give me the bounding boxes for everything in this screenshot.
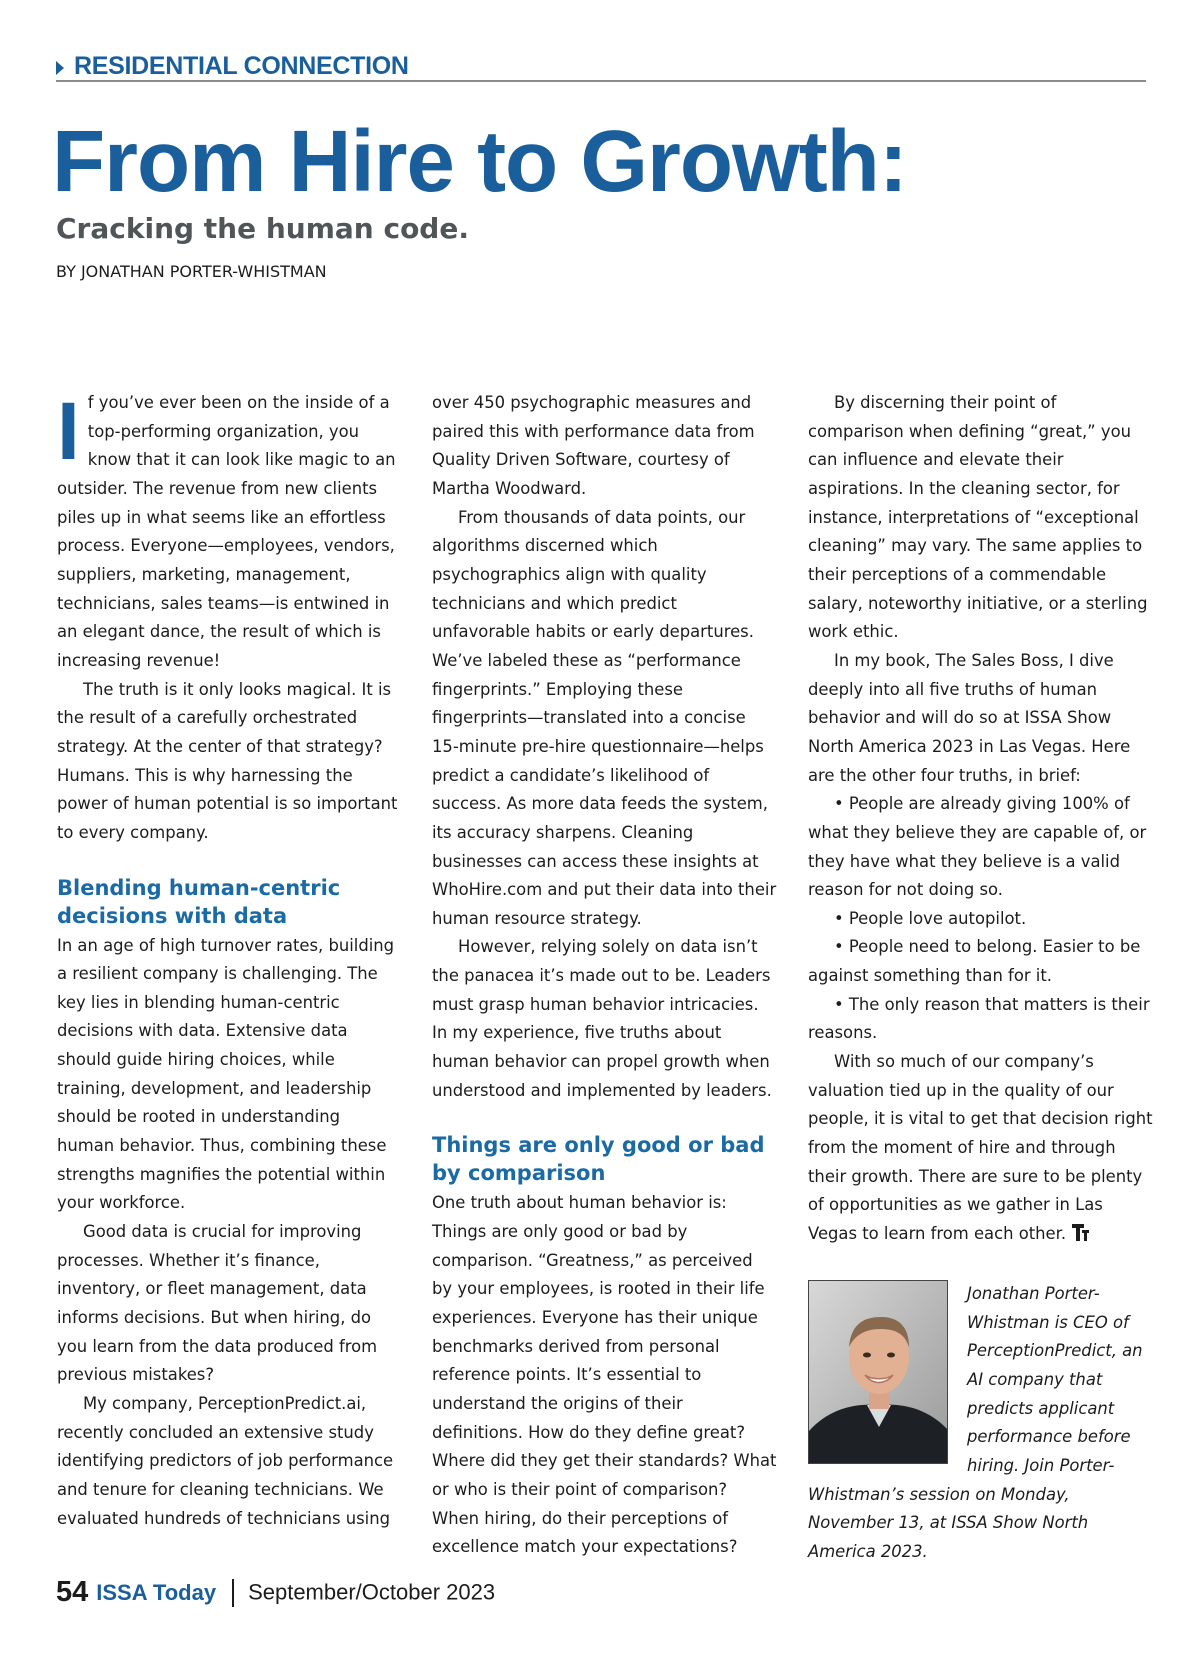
paragraph: However, relying solely on data isn’t the panacea it’s made out to be. Leaders must grasp human behavior intricacies. In my experience, five truths about human behavior can propel growth when understood and implemented by leaders.: [432, 937, 772, 1100]
article-headline: From Hire to Growth:: [52, 113, 907, 210]
paragraph: In my book, The Sales Boss, I dive deeply into all five truths of human behavior and will do so at ISSA Show North America 2023 in Las Vegas. Here are the other four truths, in brief:: [808, 650, 1131, 785]
paragraph: In an age of high turnover rates, building a resilient company is challenging. The key lies in blending human-centric decisions with data. Extensive data should guide hiring choices, while training, development, and leadership should be rooted in understanding human behavior. Thus, combining these strengths magnifies the potential within your workforce.: [57, 935, 395, 1213]
paragraph: With so much of our company’s valuation tied up in the quality of our people, it is vital to get that decision right from the moment of hire and through their growth. There are sure to be plenty of opportunities as we gather in Las Vegas to learn from each other.: [808, 1052, 1153, 1244]
issue-date: September/October 2023: [248, 1579, 496, 1605]
article-byline: BY JONATHAN PORTER-WHISTMAN: [56, 262, 327, 281]
section-label-text: RESIDENTIAL CONNECTION: [74, 52, 409, 80]
bullet-item: • People love autopilot.: [834, 908, 1027, 928]
author-photo: [808, 1280, 948, 1464]
page-number: 54: [56, 1576, 89, 1608]
article-subhead: Cracking the human code.: [56, 212, 469, 245]
paragraph: Good data is crucial for improving processes. Whether it’s finance, inventory, or fleet management, data informs decisions. But when hiring, do you learn from the data produced from previous mistakes?: [57, 1222, 378, 1385]
bullet-item: • People need to belong. Easier to be against something than for it.: [808, 937, 1141, 986]
page-footer: [56, 1576, 495, 1616]
author-portrait-image: [809, 1281, 948, 1464]
paragraph: If you’ve ever been on the inside of a top-performing organization, you know that it can look like magic to an outsider. The revenue from new clients piles up in what seems like an effortless process. Everyone—employees, vendors, suppliers, marketing, management, technicians, sales teams—is entwined in an elegant dance, the result of which is increasing revenue!: [57, 386, 396, 670]
section-label: [56, 52, 1146, 82]
bullet-item: • People are already giving 100% of what they believe they are capable of, or they have what they believe is a valid reason for not doing so.: [808, 794, 1147, 900]
paragraph: From thousands of data points, our algorithms discerned which psychographics align with quality technicians and which predict unfavorable habits or early departures. We’ve labeled these as “performance fingerprints.” Employing these fingerprints—translated into a concise 15-minute pre-hire questionnaire—helps predict a candidate’s likelihood of success. As more data feeds the system, its accuracy sharpens. Cleaning businesses can access these insights at WhoHire.com and put their data into their human resource strategy.: [432, 507, 777, 928]
section-heading: Blending human-centric decisions with data: [57, 875, 341, 928]
magazine-name: ISSA Today: [96, 1579, 217, 1605]
section-heading: Things are only good or bad by comparison: [432, 1133, 765, 1186]
paragraph: My company, PerceptionPredict.ai, recently concluded an extensive study identifying predictors of job performance and tenure for cleaning technicians. We evaluated hundreds of technicians using: [57, 1394, 394, 1528]
paragraph: over 450 psychographic measures and paired this with performance data from Quality Driven Software, courtesy of Martha Woodward.: [432, 393, 755, 498]
end-of-article-icon: [1072, 1224, 1089, 1241]
paragraph: By discerning their point of comparison when defining “great,” you can influence and elevate their aspirations. In the cleaning sector, for instance, interpretations of “exceptional cleaning” may vary. The same applies to their perceptions of a commendable salary, noteworthy initiative, or a sterling work ethic.: [808, 393, 1148, 642]
author-bio-text: Jonathan Porter-Whistman is CEO of PerceptionPredict, an AI company that predicts applicant performance before hiring. Join Porter-Whistman’s session on Monday, November 13, at ISSA Show North America 2023.: [808, 1284, 1143, 1561]
author-bio: [808, 1280, 1153, 1567]
paragraph: One truth about human behavior is: Things are only good or bad by comparison. “Greatness,” as perceived by your employees, is rooted in their life experiences. Everyone has their unique benchmarks derived from personal reference points. It’s essential to understand the origins of their definitions. How do they define great? Where did they get their standards? What or who is their point of comparison? When hiring, do their perceptions of excellence match your expectations?: [432, 1193, 777, 1557]
article-column-2: [432, 389, 777, 1562]
triangle-bullet-icon: [56, 61, 64, 75]
footer-divider: [232, 1579, 234, 1607]
article-column-1: [57, 386, 402, 1533]
drop-cap: I: [57, 386, 80, 477]
bullet-item: • The only reason that matters is their reasons.: [808, 994, 1150, 1043]
article-column-3: [808, 389, 1153, 1249]
paragraph: The truth is it only looks magical. It is the result of a carefully orchestrated strategy. At the center of that strategy? Humans. This is why harnessing the power of human potential is so important to every company.: [57, 679, 398, 842]
